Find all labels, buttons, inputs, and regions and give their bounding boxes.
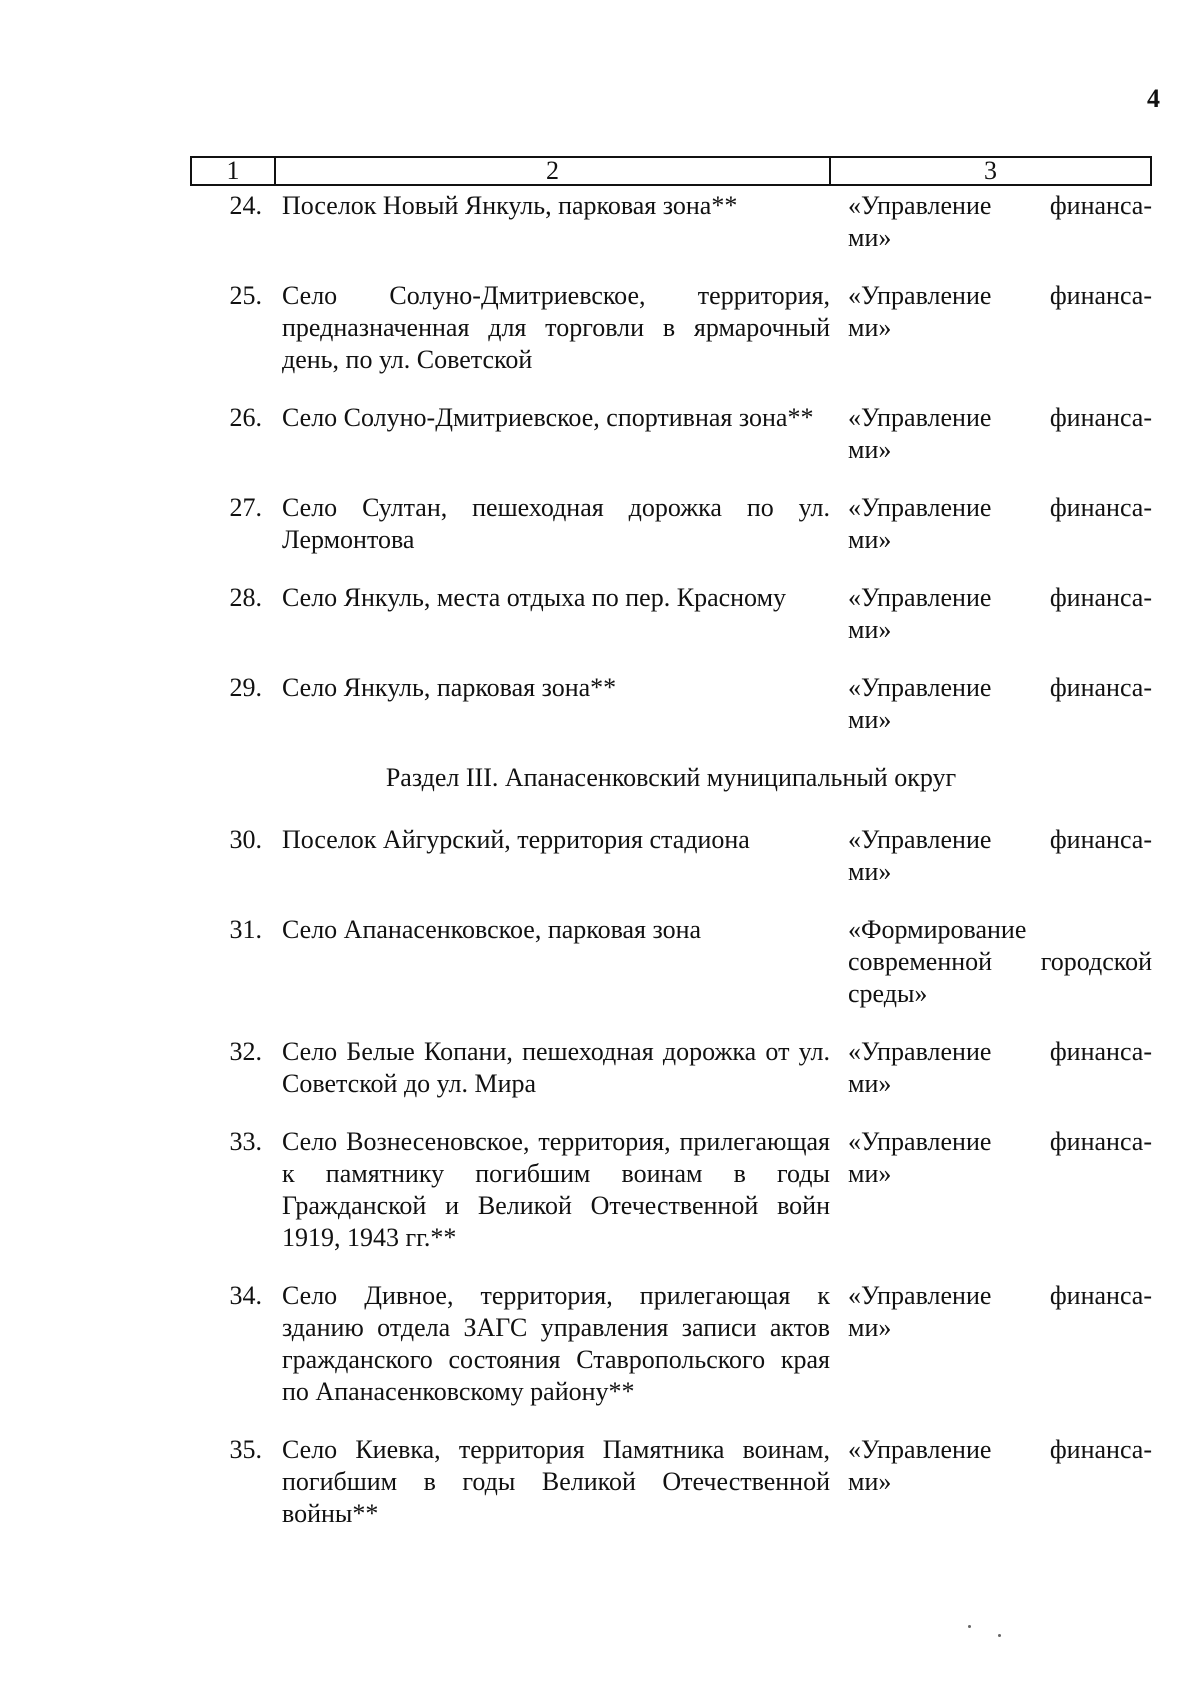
- row-program: [848, 1280, 1152, 1408]
- program-word: ми»: [848, 1467, 892, 1496]
- program-word: «Управление: [848, 1127, 992, 1156]
- table-row: [190, 672, 1152, 736]
- row-place: Село Султан, пешеходная дорожка по ул. Лермонтова: [282, 493, 830, 554]
- table-row: [190, 492, 1152, 556]
- program-word: ми»: [848, 313, 892, 342]
- row-place: Поселок Новый Янкуль, парковая зона**: [282, 191, 738, 220]
- table-row: [190, 1036, 1152, 1100]
- header-col-1: 1: [192, 158, 276, 184]
- row-program: [848, 672, 1152, 736]
- program-word: ми»: [848, 1069, 892, 1098]
- program-word: финанса-: [1049, 825, 1152, 854]
- program-word: «Управление: [848, 281, 992, 310]
- row-program: [848, 582, 1152, 646]
- row-number: 24.: [229, 191, 262, 220]
- row-place: Село Киевка, территория Памятника воинам, погибшим в годы Великой Отечественной войны**: [282, 1435, 830, 1528]
- section-title: Раздел III. Апанасенковский муниципальный округ: [385, 763, 957, 792]
- row-number: 29.: [229, 673, 262, 702]
- program-word: «Управление: [848, 1037, 992, 1066]
- row-number: 31.: [229, 915, 262, 944]
- row-number: 26.: [229, 403, 262, 432]
- table-row: [190, 914, 1152, 1010]
- table-row: [190, 1280, 1152, 1408]
- program-word: финанса-: [1049, 403, 1152, 432]
- table-row: [190, 824, 1152, 888]
- row-number: 35.: [229, 1435, 262, 1464]
- program-word: «Управление: [848, 493, 992, 522]
- program-word: финанса-: [1049, 1281, 1152, 1310]
- row-program: «Формирование современной городской среды»: [848, 915, 1152, 1008]
- row-program: [848, 1434, 1152, 1530]
- program-word: финанса-: [1049, 191, 1152, 220]
- program-word: «Управление: [848, 583, 992, 612]
- program-word: «Управление: [848, 191, 992, 220]
- table-body: [190, 190, 1152, 1530]
- row-place: Село Апанасенковское, парковая зона: [282, 915, 702, 944]
- program-word: финанса-: [1049, 281, 1152, 310]
- program-word: «Управление: [848, 1281, 992, 1310]
- row-program: [848, 492, 1152, 556]
- page-number: 4: [1147, 84, 1160, 113]
- scan-speck: [968, 1625, 971, 1628]
- table-row: [190, 402, 1152, 466]
- program-word: финанса-: [1049, 1127, 1152, 1156]
- row-place: Село Солуно-Дмитриевское, спортивная зона**: [282, 403, 814, 432]
- row-program: [848, 190, 1152, 254]
- row-number: 34.: [229, 1281, 262, 1310]
- row-place: Село Дивное, территория, прилегающая к зданию отдела ЗАГС управления записи актов гражданского состояния Ставропольского края по Апанасенковскому району**: [282, 1281, 830, 1406]
- table-row: [190, 582, 1152, 646]
- row-program: [848, 824, 1152, 888]
- row-number: 27.: [229, 493, 262, 522]
- row-place: Село Белые Копани, пешеходная дорожка от ул. Советской до ул. Мира: [282, 1037, 830, 1098]
- program-word: финанса-: [1049, 583, 1152, 612]
- row-number: 25.: [229, 281, 262, 310]
- program-word: ми»: [848, 223, 892, 252]
- program-word: ми»: [848, 857, 892, 886]
- program-word: «Управление: [848, 825, 992, 854]
- program-word: ми»: [848, 1313, 892, 1342]
- program-word: ми»: [848, 615, 892, 644]
- header-col-3: 3: [984, 156, 997, 185]
- header-col-2: 2: [276, 158, 831, 184]
- program-word: «Управление: [848, 403, 992, 432]
- table-row: [190, 280, 1152, 376]
- row-place: Село Янкуль, парковая зона**: [282, 673, 617, 702]
- program-word: «Управление: [848, 673, 992, 702]
- program-word: финанса-: [1049, 673, 1152, 702]
- program-word: финанса-: [1049, 1435, 1152, 1464]
- program-word: «Управление: [848, 1435, 992, 1464]
- row-place: Село Вознесеновское, территория, прилегающая к памятнику погибшим воинам в годы Гражданской и Великой Отечественной войн 1919, 1943 гг.**: [282, 1127, 830, 1252]
- row-program: [848, 280, 1152, 376]
- row-number: 28.: [229, 583, 262, 612]
- row-program: [848, 1036, 1152, 1100]
- program-word: ми»: [848, 705, 892, 734]
- program-word: ми»: [848, 435, 892, 464]
- row-place: Село Янкуль, места отдыха по пер. Красному: [282, 583, 787, 612]
- row-number: 30.: [229, 825, 262, 854]
- row-place: Село Солуно-Дмитриевское, территория, предназначенная для торговли в ярмарочный день, по ул. Советской: [282, 281, 830, 374]
- row-number: 32.: [229, 1037, 262, 1066]
- table-row: [190, 1434, 1152, 1530]
- program-word: ми»: [848, 525, 892, 554]
- scan-speck: [998, 1634, 1001, 1637]
- row-place: Поселок Айгурский, территория стадиона: [282, 825, 750, 854]
- program-word: ми»: [848, 1159, 892, 1188]
- program-word: финанса-: [1049, 1037, 1152, 1066]
- table-row: [190, 1126, 1152, 1254]
- table-row: [190, 190, 1152, 254]
- program-word: финанса-: [1049, 493, 1152, 522]
- row-number: 33.: [229, 1127, 262, 1156]
- row-program: [848, 1126, 1152, 1254]
- table-header: [190, 156, 1152, 186]
- row-program: [848, 402, 1152, 466]
